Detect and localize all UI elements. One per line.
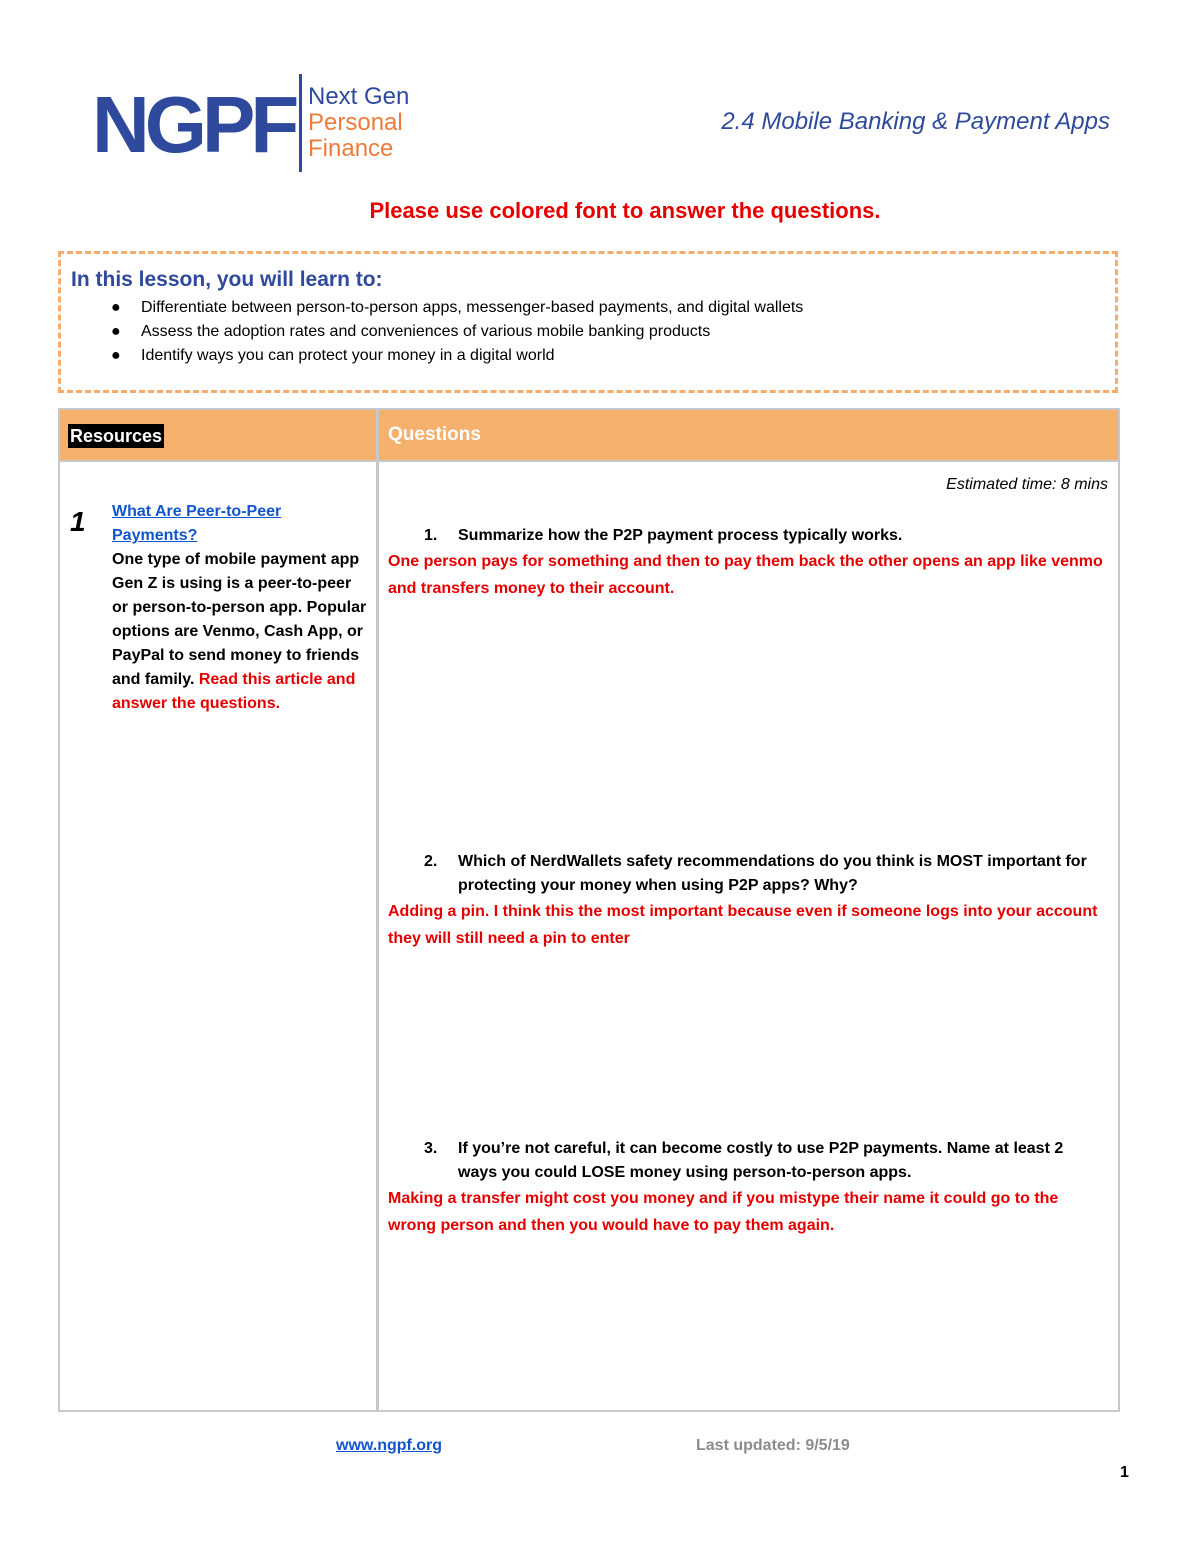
estimated-time: Estimated time: 8 mins bbox=[946, 476, 1108, 493]
resources-header bbox=[60, 410, 376, 460]
resource-number: 1 bbox=[70, 506, 86, 537]
answer-text[interactable]: Adding a pin. I think this the most important because even if someone logs into your account they will still need a pin to enter bbox=[388, 903, 1098, 947]
resource-instruction: Read this article and answer the questions. bbox=[112, 671, 356, 712]
answer-text[interactable]: Making a transfer might cost you money and if you mistype their name it could go to the wrong person and then you would have to pay them again. bbox=[388, 1190, 1059, 1234]
objective-item: ● Assess the adoption rates and conveniences of various mobile banking products bbox=[71, 320, 1115, 344]
logo-line-1: Next Gen bbox=[308, 83, 410, 110]
objectives-list bbox=[71, 296, 1115, 368]
question-2 bbox=[388, 850, 1103, 952]
objective-item: ● Identify ways you can protect your money in a digital world bbox=[71, 344, 1115, 368]
logo-tagline bbox=[308, 84, 409, 162]
question-1 bbox=[388, 524, 1103, 602]
learning-objectives-box bbox=[58, 251, 1118, 393]
answer-text[interactable]: One person pays for something and then to pay them back the other opens an app like venmo and transfers money to their account. bbox=[388, 553, 1103, 597]
document-title: 2.4 Mobile Banking & Payment Apps bbox=[721, 108, 1110, 135]
objectives-heading: In this lesson, you will learn to: bbox=[71, 268, 383, 291]
question-text: 3. If you’re not careful, it can become costly to use P2P payments. Name at least 2 ways you could LOSE money using person-to-person apps. bbox=[388, 1137, 1103, 1185]
table-divider-horizontal bbox=[60, 460, 1118, 462]
objective-item: ● Differentiate between person-to-person apps, messenger-based payments, and digital wallets bbox=[71, 296, 1115, 320]
question-text: 2. Which of NerdWallets safety recommendations do you think is MOST important for protecting your money when using P2P apps? Why? bbox=[388, 850, 1103, 898]
ngpf-logo bbox=[92, 74, 432, 174]
question-number: 2. bbox=[424, 853, 438, 870]
resource-description: One type of mobile payment app Gen Z is using is a peer-to-peer or person-to-person app. Popular options are Venmo, Cash App, or PayPal to send money to friends and family. bbox=[112, 551, 367, 688]
resource-cell bbox=[112, 500, 370, 716]
questions-header bbox=[378, 410, 1118, 460]
footer-last-updated: Last updated: 9/5/19 bbox=[696, 1437, 850, 1454]
logo-divider bbox=[299, 74, 302, 172]
resources-header-label: Resources bbox=[70, 426, 163, 446]
question-text: 1. Summarize how the P2P payment process typically works. bbox=[388, 524, 1103, 548]
question-3 bbox=[388, 1137, 1103, 1239]
logo-line-3: Finance bbox=[308, 135, 394, 162]
resources-questions-table bbox=[58, 408, 1120, 1412]
table-divider-vertical bbox=[376, 410, 379, 1410]
page-number: 1 bbox=[1120, 1464, 1129, 1481]
bullet-icon: ● bbox=[111, 299, 121, 316]
logo-wordmark: NGPF bbox=[92, 80, 295, 169]
footer-website-link[interactable]: www.ngpf.org bbox=[336, 1437, 443, 1454]
questions-header-label: Questions bbox=[388, 424, 481, 445]
bullet-icon: ● bbox=[111, 347, 121, 364]
article-link[interactable]: What Are Peer-to-Peer Payments? bbox=[112, 503, 282, 544]
question-number: 1. bbox=[424, 527, 438, 544]
question-number: 3. bbox=[424, 1140, 438, 1157]
instruction-banner: Please use colored font to answer the questions. bbox=[369, 198, 881, 223]
bullet-icon: ● bbox=[111, 323, 121, 340]
logo-line-2: Personal bbox=[308, 109, 403, 136]
